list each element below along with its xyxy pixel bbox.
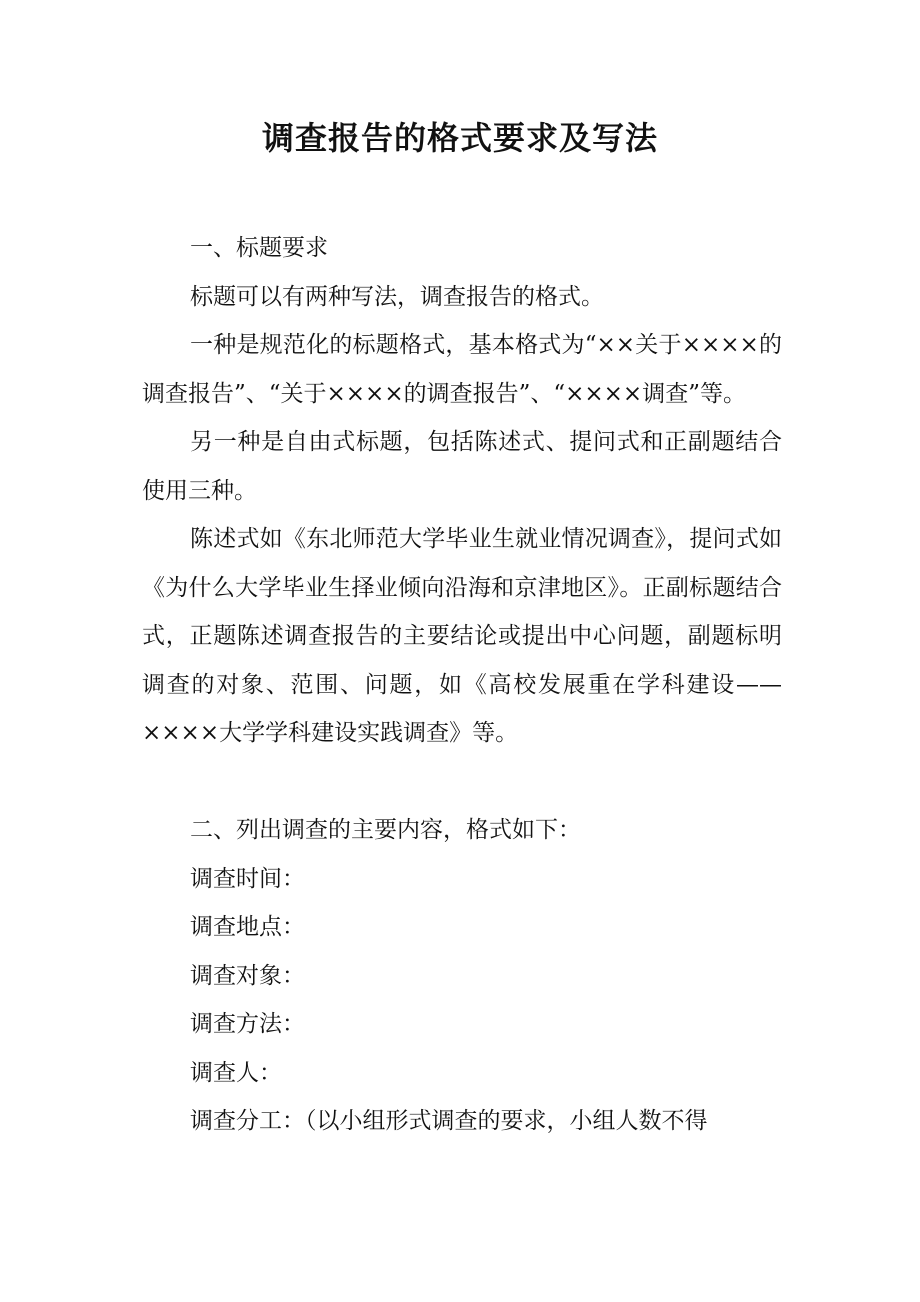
section-2-heading: 二、列出调查的主要内容，格式如下： bbox=[190, 817, 581, 843]
section-2-item-target: 调查对象： bbox=[190, 962, 305, 989]
section-gap bbox=[142, 758, 782, 807]
section-2-item-location: 调查地点： bbox=[190, 914, 305, 940]
section-1-paragraph-1: 标题可以有两种写法，调查报告的格式。 bbox=[190, 283, 604, 310]
section-1-paragraph-2: 一种是规范化的标题格式，基本格式为“××关于××××的调查报告”、“关于××××的调查报告”、“××××调查”等。 bbox=[142, 332, 782, 407]
section-2-item-division: 调查分工：（以小组形式调查的要求，小组人数不得 bbox=[190, 1108, 708, 1134]
section-1-heading: 一、标题要求 bbox=[190, 235, 328, 261]
section-2-item-time: 调查时间： bbox=[190, 865, 305, 892]
section-1-paragraph-4: 陈述式如《东北师范大学毕业生就业情况调查》，提问式如《为什么大学毕业生择业倾向沿海和京津地区》。正副标题结合式，正题陈述调查报告的主要结论或提出中心问题，副题标明调查的对象、范围、问题，如《高校发展重在学科建设——××××大学学科建设实践调查》等。 bbox=[142, 526, 782, 746]
section-2-item-method: 调查方法： bbox=[190, 1011, 305, 1037]
section-2-item-investigator: 调查人： bbox=[190, 1059, 282, 1086]
document-title: 调查报告的格式要求及写法 bbox=[261, 119, 658, 157]
document-body bbox=[142, 224, 782, 1146]
section-1-paragraph-3: 另一种是自由式标题，包括陈述式、提问式和正副题结合使用三种。 bbox=[142, 429, 782, 504]
